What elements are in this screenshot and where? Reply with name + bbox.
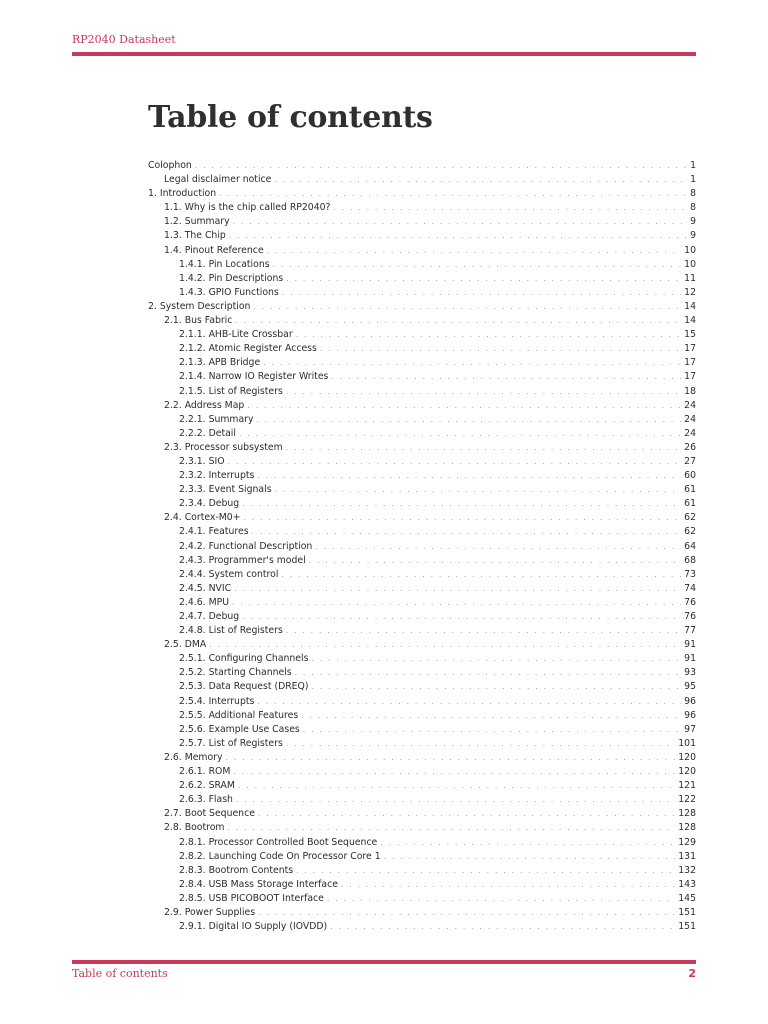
- toc-entry[interactable]: [148, 201, 696, 215]
- toc-entry-title[interactable]: 2.8.3. Bootrom Contents: [179, 864, 294, 876]
- toc-dot-leader: [233, 215, 687, 229]
- toc-entry-title[interactable]: 2.5.5. Additional Features: [179, 709, 299, 721]
- toc-dot-leader: [257, 695, 681, 709]
- toc-entry[interactable]: [148, 582, 696, 596]
- toc-entry-title[interactable]: 2.4. Cortex-M0+: [164, 512, 241, 524]
- toc-entry[interactable]: [148, 187, 696, 201]
- toc-entry-page-number[interactable]: 24: [684, 413, 696, 425]
- toc-dot-leader: [334, 201, 688, 215]
- toc-entry-title[interactable]: 2.2.1. Summary: [179, 413, 254, 425]
- toc-dot-leader: [380, 836, 675, 850]
- toc-dot-leader: [315, 540, 681, 554]
- toc-dot-leader: [327, 892, 675, 906]
- toc-entry-page-number[interactable]: 62: [684, 526, 696, 538]
- toc-entry[interactable]: [148, 173, 696, 187]
- toc-entry-page-number[interactable]: 93: [684, 667, 696, 679]
- toc-entry[interactable]: [148, 328, 696, 342]
- toc-entry-page-number[interactable]: 14: [684, 315, 696, 327]
- toc-entry-page-number[interactable]: 1: [690, 174, 696, 186]
- toc-entry-title[interactable]: 2.8.1. Processor Controlled Boot Sequence: [179, 836, 378, 848]
- toc-entry-title[interactable]: 2.3. Processor subsystem: [164, 441, 283, 453]
- toc-entry-page-number[interactable]: 101: [678, 737, 696, 749]
- toc-dot-leader: [273, 258, 682, 272]
- toc-entry-title[interactable]: 2.4.7. Debug: [179, 611, 240, 622]
- toc-dot-leader: [286, 441, 681, 455]
- toc-entry-title[interactable]: 2.4.3. Programmer's model: [179, 554, 306, 566]
- toc-entry-page-number[interactable]: 74: [684, 582, 696, 594]
- toc-entry-title[interactable]: 2.4.1. Features: [179, 526, 249, 538]
- toc-entry[interactable]: [148, 836, 696, 850]
- toc-dot-leader: [303, 723, 681, 737]
- toc-dot-leader: [301, 709, 681, 723]
- toc-entry-title[interactable]: 2.1.4. Narrow IO Register Writes: [179, 371, 329, 383]
- toc-entry-page-number[interactable]: 73: [684, 568, 696, 580]
- toc-entry-page-number[interactable]: 64: [684, 540, 696, 552]
- header-document-title: RP2040 Datasheet: [72, 33, 176, 46]
- toc-entry-page-number[interactable]: 76: [684, 611, 696, 622]
- toc-entry[interactable]: [148, 793, 696, 807]
- toc-entry-title[interactable]: 2.1.1. AHB-Lite Crossbar: [179, 329, 293, 341]
- toc-entry-title[interactable]: 2.8.4. USB Mass Storage Interface: [179, 878, 338, 890]
- toc-entry-title[interactable]: 1.4.3. GPIO Functions: [179, 286, 279, 298]
- toc-entry[interactable]: [148, 244, 696, 258]
- toc-entry[interactable]: [148, 497, 696, 511]
- toc-dot-leader: [227, 821, 675, 835]
- toc-dot-leader: [263, 356, 681, 370]
- toc-entry[interactable]: [148, 342, 696, 356]
- toc-entry[interactable]: [148, 441, 696, 455]
- toc-entry-title[interactable]: 2.4.5. NVIC: [179, 582, 232, 594]
- toc-entry-page-number[interactable]: 62: [684, 512, 696, 524]
- toc-entry-page-number[interactable]: 128: [678, 808, 696, 820]
- toc-entry-title[interactable]: 2.9. Power Supplies: [164, 906, 256, 918]
- toc-entry-page-number[interactable]: 121: [678, 780, 696, 792]
- toc-dot-leader: [281, 568, 681, 582]
- toc-entry-title[interactable]: 2.8.5. USB PICOBOOT Interface: [179, 892, 324, 904]
- toc-entry-title[interactable]: 2.3.4. Debug: [179, 498, 240, 510]
- toc-entry-title[interactable]: 2.6.3. Flash: [179, 794, 233, 806]
- toc-entry-page-number[interactable]: 8: [690, 202, 696, 214]
- toc-entry[interactable]: [148, 540, 696, 554]
- toc-dot-leader: [286, 737, 675, 751]
- toc-entry[interactable]: [148, 920, 696, 934]
- toc-entry-title[interactable]: 2.1.5. List of Registers: [179, 385, 283, 397]
- toc-entry-title[interactable]: 2.5. DMA: [164, 639, 207, 651]
- toc-dot-leader: [242, 610, 681, 624]
- toc-dot-leader: [247, 399, 681, 413]
- toc-entry-page-number[interactable]: 61: [684, 498, 696, 510]
- toc-dot-leader: [234, 582, 681, 596]
- toc-entry[interactable]: [148, 652, 696, 666]
- toc-entry-page-number[interactable]: 120: [678, 766, 696, 778]
- toc-entry-title[interactable]: 2.5.3. Data Request (DREQ): [179, 681, 309, 693]
- toc-dot-leader: [331, 370, 681, 384]
- toc-dot-leader: [243, 511, 681, 525]
- toc-entry[interactable]: [148, 906, 696, 920]
- toc-entry[interactable]: [148, 314, 696, 328]
- toc-entry[interactable]: [148, 413, 696, 427]
- toc-entry-page-number[interactable]: 122: [678, 794, 696, 806]
- toc-dot-leader: [282, 286, 681, 300]
- toc-entry-title[interactable]: 2.5.2. Starting Channels: [179, 667, 292, 679]
- toc-entry[interactable]: [148, 455, 696, 469]
- toc-entry-title[interactable]: 1.4.2. Pin Descriptions: [179, 272, 284, 284]
- toc-entry[interactable]: [148, 525, 696, 539]
- toc-dot-leader: [286, 272, 681, 286]
- toc-entry-page-number[interactable]: 145: [678, 892, 696, 904]
- toc-entry-title[interactable]: 2.4.4. System control: [179, 568, 279, 580]
- toc-entry[interactable]: [148, 286, 696, 300]
- toc-dot-leader: [226, 751, 676, 765]
- toc-entry-title[interactable]: 2.2. Address Map: [164, 399, 245, 411]
- toc-entry[interactable]: [148, 511, 696, 525]
- toc-entry-title[interactable]: 2.5.4. Interrupts: [179, 695, 255, 707]
- toc-entry-page-number[interactable]: 24: [684, 399, 696, 411]
- toc-entry-page-number[interactable]: 27: [684, 455, 696, 467]
- toc-dot-leader: [286, 385, 681, 399]
- toc-entry-page-number[interactable]: 10: [684, 258, 696, 270]
- toc-entry[interactable]: [148, 751, 696, 765]
- toc-entry[interactable]: [148, 709, 696, 723]
- toc-entry[interactable]: [148, 215, 696, 229]
- toc-entry[interactable]: [148, 624, 696, 638]
- toc-entry-page-number[interactable]: 151: [678, 906, 696, 918]
- toc-dot-leader: [239, 427, 681, 441]
- toc-entry[interactable]: [148, 272, 696, 286]
- toc-entry-page-number[interactable]: 143: [678, 878, 696, 890]
- toc-entry-title[interactable]: 2.1.3. APB Bridge: [179, 357, 261, 369]
- toc-entry-page-number[interactable]: 17: [684, 343, 696, 355]
- toc-dot-leader: [320, 342, 681, 356]
- toc-dot-leader: [296, 328, 682, 342]
- toc-dot-leader: [295, 666, 682, 680]
- toc-entry-page-number[interactable]: 17: [684, 357, 696, 369]
- toc-entry[interactable]: [148, 370, 696, 384]
- toc-dot-leader: [252, 525, 682, 539]
- toc-entry-title[interactable]: 1.4.1. Pin Locations: [179, 258, 270, 270]
- toc-dot-leader: [286, 624, 681, 638]
- toc-entry[interactable]: [148, 596, 696, 610]
- footer-page-number: 2: [688, 967, 696, 980]
- toc-dot-leader: [296, 864, 675, 878]
- toc-dot-leader: [267, 244, 682, 258]
- toc-entry[interactable]: [148, 695, 696, 709]
- toc-entry-page-number[interactable]: 18: [684, 385, 696, 397]
- toc-entry[interactable]: [148, 610, 696, 624]
- toc-entry[interactable]: [148, 554, 696, 568]
- toc-entry-page-number[interactable]: 8: [690, 188, 696, 200]
- toc-entry-title[interactable]: 2.1.2. Atomic Register Access: [179, 343, 317, 355]
- toc-dot-leader: [219, 187, 687, 201]
- toc-dot-leader: [330, 920, 675, 934]
- toc-entry-page-number[interactable]: 9: [690, 230, 696, 242]
- toc-entry-title[interactable]: 1.3. The Chip: [164, 230, 226, 242]
- toc-dot-leader: [209, 638, 681, 652]
- toc-entry-page-number[interactable]: 77: [684, 625, 696, 637]
- toc-entry[interactable]: [148, 807, 696, 821]
- toc-entry[interactable]: [148, 427, 696, 441]
- toc-dot-leader: [232, 596, 681, 610]
- toc-entry[interactable]: [148, 666, 696, 680]
- toc-entry[interactable]: [148, 765, 696, 779]
- toc-entry-title[interactable]: 2.5.6. Example Use Cases: [179, 723, 300, 735]
- toc-entry-title[interactable]: 2.3.1. SIO: [179, 455, 225, 467]
- toc-dot-leader: [311, 652, 681, 666]
- toc-dot-leader: [236, 793, 675, 807]
- header-rule: [72, 52, 696, 56]
- toc-entry-title[interactable]: 2.1. Bus Fabric: [164, 315, 233, 327]
- toc-entry-title[interactable]: 2.6. Memory: [164, 751, 223, 763]
- toc-entry-page-number[interactable]: 96: [684, 709, 696, 721]
- toc-entry[interactable]: [148, 638, 696, 652]
- toc-entry-page-number[interactable]: 14: [684, 300, 696, 312]
- toc-entry-page-number[interactable]: 128: [678, 822, 696, 834]
- table-of-contents: [148, 159, 696, 934]
- toc-entry-title[interactable]: 2.7. Boot Sequence: [164, 808, 255, 820]
- toc-entry-page-number[interactable]: 11: [684, 272, 696, 284]
- toc-entry[interactable]: [148, 864, 696, 878]
- toc-entry-title[interactable]: 2.4.6. MPU: [179, 596, 229, 608]
- toc-entry[interactable]: [148, 878, 696, 892]
- toc-dot-leader: [258, 807, 675, 821]
- toc-dot-leader: [228, 455, 682, 469]
- toc-entry-page-number[interactable]: 68: [684, 554, 696, 566]
- toc-entry[interactable]: [148, 258, 696, 272]
- toc-entry-title[interactable]: Colophon: [148, 160, 192, 171]
- toc-entry-title[interactable]: 1.4. Pinout Reference: [164, 244, 264, 256]
- toc-dot-leader: [229, 229, 687, 243]
- toc-entry-page-number[interactable]: 24: [684, 427, 696, 439]
- toc-entry[interactable]: [148, 723, 696, 737]
- toc-dot-leader: [235, 314, 681, 328]
- toc-entry-page-number[interactable]: 97: [684, 723, 696, 735]
- toc-entry-page-number[interactable]: 120: [678, 751, 696, 763]
- toc-entry-page-number[interactable]: 129: [678, 836, 696, 848]
- toc-entry[interactable]: [148, 399, 696, 413]
- toc-entry-page-number[interactable]: 91: [684, 639, 696, 651]
- toc-dot-leader: [384, 850, 676, 864]
- toc-entry-page-number[interactable]: 151: [678, 921, 696, 933]
- toc-entry[interactable]: [148, 892, 696, 906]
- toc-entry[interactable]: [148, 850, 696, 864]
- toc-entry-page-number[interactable]: 76: [684, 596, 696, 608]
- toc-entry-page-number[interactable]: 26: [684, 441, 696, 453]
- toc-entry-page-number[interactable]: 95: [684, 681, 696, 693]
- toc-entry-page-number[interactable]: 10: [684, 244, 696, 256]
- toc-dot-leader: [312, 680, 682, 694]
- footer-rule: [72, 960, 696, 964]
- toc-entry-page-number[interactable]: 9: [690, 216, 696, 228]
- footer-section-title: Table of contents: [72, 967, 168, 980]
- toc-entry-title[interactable]: 2.6.2. SRAM: [179, 780, 235, 792]
- toc-entry-title[interactable]: 2.8.2. Launching Code On Processor Core 1: [179, 850, 381, 862]
- toc-entry-page-number[interactable]: 12: [684, 286, 696, 298]
- toc-dot-leader: [274, 173, 687, 187]
- toc-dot-leader: [257, 413, 682, 427]
- toc-entry-title[interactable]: 2.6.1. ROM: [179, 766, 231, 778]
- toc-entry-title[interactable]: 1.2. Summary: [164, 216, 230, 228]
- toc-entry-page-number[interactable]: 1: [690, 160, 696, 171]
- toc-entry[interactable]: [148, 737, 696, 751]
- toc-entry[interactable]: [148, 229, 696, 243]
- toc-entry-page-number[interactable]: 60: [684, 470, 696, 482]
- toc-entry-page-number[interactable]: 96: [684, 695, 696, 707]
- toc-entry-title[interactable]: 2.4.8. List of Registers: [179, 625, 283, 637]
- toc-entry[interactable]: [148, 779, 696, 793]
- toc-entry-page-number[interactable]: 132: [678, 864, 696, 876]
- toc-entry[interactable]: [148, 483, 696, 497]
- toc-entry[interactable]: [148, 356, 696, 370]
- toc-entry-title[interactable]: 2.9.1. Digital IO Supply (IOVDD): [179, 921, 328, 933]
- page-title: Table of contents: [148, 100, 433, 135]
- toc-dot-leader: [309, 554, 681, 568]
- toc-entry-title[interactable]: Legal disclaimer notice: [164, 174, 272, 186]
- toc-entry-title[interactable]: 2.4.2. Functional Description: [179, 540, 313, 552]
- toc-entry[interactable]: [148, 469, 696, 483]
- toc-entry-page-number[interactable]: 61: [684, 484, 696, 496]
- toc-entry-title[interactable]: 2.2.2. Detail: [179, 427, 236, 439]
- toc-entry[interactable]: [148, 159, 696, 173]
- toc-dot-leader: [253, 300, 681, 314]
- toc-entry-page-number[interactable]: 131: [678, 850, 696, 862]
- toc-entry[interactable]: [148, 300, 696, 314]
- toc-entry[interactable]: [148, 680, 696, 694]
- toc-entry-title[interactable]: 2. System Description: [148, 300, 251, 312]
- toc-entry-title[interactable]: 2.5.7. List of Registers: [179, 737, 283, 749]
- toc-dot-leader: [238, 779, 675, 793]
- toc-entry-page-number[interactable]: 15: [684, 329, 696, 341]
- toc-entry-page-number[interactable]: 17: [684, 371, 696, 383]
- toc-dot-leader: [233, 765, 675, 779]
- toc-entry[interactable]: [148, 821, 696, 835]
- toc-dot-leader: [341, 878, 675, 892]
- toc-entry-title[interactable]: 2.3.3. Event Signals: [179, 484, 272, 496]
- toc-entry[interactable]: [148, 568, 696, 582]
- toc-entry-title[interactable]: 2.5.1. Configuring Channels: [179, 653, 309, 665]
- toc-entry-title[interactable]: 1. Introduction: [148, 188, 217, 200]
- toc-entry-title[interactable]: 2.3.2. Interrupts: [179, 470, 255, 482]
- toc-dot-leader: [257, 469, 681, 483]
- toc-dot-leader: [258, 906, 675, 920]
- toc-dot-leader: [275, 483, 682, 497]
- toc-entry-title[interactable]: 2.8. Bootrom: [164, 822, 225, 834]
- toc-entry-page-number[interactable]: 91: [684, 653, 696, 665]
- toc-dot-leader: [242, 497, 681, 511]
- toc-entry-title[interactable]: 1.1. Why is the chip called RP2040?: [164, 202, 331, 214]
- toc-dot-leader: [195, 159, 687, 173]
- toc-entry[interactable]: [148, 385, 696, 399]
